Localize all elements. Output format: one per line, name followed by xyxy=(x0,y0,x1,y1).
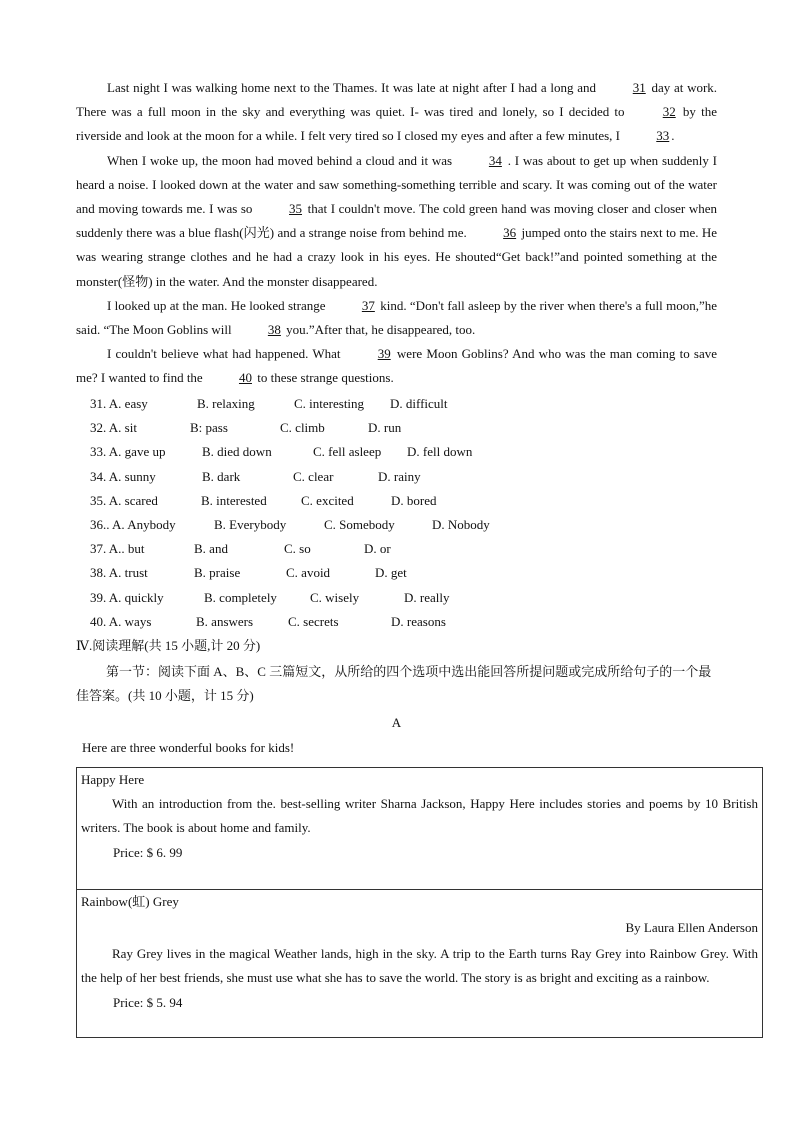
book-description: Ray Grey lives in the magical Weather lands, high in the sky. A trip to the Earth turns Ray Grey into Rainbow Grey. With the help of her best friends, she must use what she has to save the world. The story is as bright and exciting as a rainbow. xyxy=(81,946,758,986)
books-table xyxy=(76,767,763,1038)
option-d: D. reasons xyxy=(391,613,446,629)
section-instruction: 第一节：阅读下面 A、B、C 三篇短文，从所给的四个选项中选出能回答所提问题或完成所给句子的一个最佳答案。(共 10 小题，计 15 分) xyxy=(76,664,712,704)
spacer xyxy=(81,865,758,889)
text: I looked up at the man. He looked strange xyxy=(107,297,326,313)
passage-letter: A xyxy=(391,715,402,730)
text: kind. “Don't fall asleep by the river when there's a full moon,”he said. “The Moon Goblins will xyxy=(76,297,718,338)
text: . I was about to get up when suddenly I heard a noise. I looked down at the water and saw something-something terrible and scary. It was coming out of the water and moving towards me. I was so xyxy=(76,152,718,217)
blank-38: 38 xyxy=(267,322,281,338)
text: to these strange questions. xyxy=(257,370,394,386)
text: you.”After that, he disappeared, too. xyxy=(286,322,476,338)
blank-39: 39 xyxy=(377,346,391,362)
text: . xyxy=(671,128,675,144)
option-c: C. wisely xyxy=(310,589,360,605)
option-row-31 xyxy=(90,392,490,416)
option-b: B. dark xyxy=(202,468,241,484)
option-b: B. and xyxy=(194,541,228,557)
option-b: B. praise xyxy=(194,565,241,581)
blank-37: 37 xyxy=(361,297,375,313)
text: Last night I was walking home next to the Thames. It was late at night after I had a long and xyxy=(107,80,596,95)
option-c: C. climb xyxy=(280,420,325,436)
paragraph-3 xyxy=(76,294,717,342)
option-row-32 xyxy=(90,416,490,440)
cloze-passage xyxy=(76,76,717,391)
option-d: D. fell down xyxy=(407,444,473,460)
blank-36: 36 xyxy=(503,225,517,241)
option-c: C. so xyxy=(284,541,311,557)
option-a: 35. A. scared xyxy=(90,492,158,508)
option-d: D. difficult xyxy=(390,396,448,411)
option-row-33 xyxy=(90,440,490,464)
option-b: B. Everybody xyxy=(214,516,287,532)
book-description: With an introduction from the. best-selling writer Sharna Jackson, Happy Here includes stories and poems by 10 British writers. The book is about home and family. xyxy=(81,796,758,836)
text: that I couldn't move. The cold green hand was moving closer and closer when suddenly there was a blue flash(闪光) and a strange noise from behind me. xyxy=(76,201,717,241)
book-price: Price: $ 5. 94 xyxy=(113,994,183,1010)
option-row-40 xyxy=(90,610,490,634)
option-b: B. died down xyxy=(202,444,272,460)
option-row-39 xyxy=(90,586,490,610)
option-d: D. really xyxy=(404,589,450,605)
book-price: Price: $ 6. 99 xyxy=(113,844,183,860)
option-d: D. run xyxy=(368,420,402,436)
book-entry-2 xyxy=(77,890,762,1037)
book-title: Rainbow(虹) Grey xyxy=(81,893,179,909)
paragraph-2 xyxy=(76,149,717,294)
section-heading: Ⅳ.阅读理解(共 15 小题,计 20 分) xyxy=(76,638,261,653)
option-row-35 xyxy=(90,489,490,513)
blank-33: 33 xyxy=(656,128,670,144)
option-a: 34. A. sunny xyxy=(90,468,156,484)
blank-31: 31 xyxy=(632,80,646,95)
option-c: C. interesting xyxy=(294,396,365,411)
option-b: B. interested xyxy=(201,492,267,508)
spacer xyxy=(81,1015,758,1037)
option-c: C. avoid xyxy=(286,565,331,581)
option-b: B. answers xyxy=(196,613,254,629)
text: were Moon Goblins? And who was the man coming to save me? I wanted to find the xyxy=(76,346,718,386)
paragraph-1 xyxy=(76,76,717,149)
option-row-36 xyxy=(90,513,490,537)
option-c: C. fell asleep xyxy=(313,444,382,460)
option-b: B. completely xyxy=(204,589,277,605)
book-title: Happy Here xyxy=(81,772,145,787)
text: I couldn't believe what had happened. What xyxy=(107,346,341,362)
blank-34: 34 xyxy=(488,152,502,168)
option-c: C. secrets xyxy=(288,613,339,629)
blank-35: 35 xyxy=(289,201,303,217)
option-c: C. excited xyxy=(301,492,354,508)
option-a: 40. A. ways xyxy=(90,613,152,629)
option-row-34 xyxy=(90,465,490,489)
option-d: D. rainy xyxy=(378,468,421,484)
option-a: 37. A.. but xyxy=(90,541,145,557)
option-d: D. bored xyxy=(391,492,437,508)
option-a: 31. A. easy xyxy=(90,396,148,411)
option-c: C. Somebody xyxy=(324,516,395,532)
option-a: 38. A. trust xyxy=(90,565,148,581)
option-a: 33. A. gave up xyxy=(90,444,166,460)
text: jumped onto the stairs next to me. He was wearing strange clothes and he had a crazy look in his eyes. He shouted“Get back!”and pointed something at the monster(怪物) in the water. And the monster disappeared. xyxy=(76,225,718,289)
paragraph-4 xyxy=(76,342,717,390)
option-d: D. Nobody xyxy=(432,516,490,532)
option-c: C. clear xyxy=(293,468,334,484)
option-a: 36.. A. Anybody xyxy=(90,516,176,532)
option-a: 39. A. quickly xyxy=(90,589,164,605)
option-row-38 xyxy=(90,561,490,585)
option-b: B: pass xyxy=(190,420,228,436)
option-b: B. relaxing xyxy=(197,396,255,411)
text: by the riverside and look at the moon for a while. I felt very tired so I closed my eyes and after a few minutes, I xyxy=(76,104,717,144)
option-d: D. or xyxy=(364,541,391,557)
blank-32: 32 xyxy=(662,104,676,120)
blank-40: 40 xyxy=(238,370,252,386)
text: When I woke up, the moon had moved behind a cloud and it was xyxy=(107,152,453,168)
book-entry-1 xyxy=(77,768,762,890)
answer-options xyxy=(90,392,490,634)
passage-intro: Here are three wonderful books for kids! xyxy=(82,740,295,755)
option-d: D. get xyxy=(375,565,407,581)
text: day at work. There was a full moon in the sky and everything was quiet. I- was tired and lonely, so I decided to xyxy=(76,80,718,120)
option-a: 32. A. sit xyxy=(90,420,137,436)
book-author: By Laura Ellen Anderson xyxy=(625,920,758,936)
option-row-37 xyxy=(90,537,490,561)
